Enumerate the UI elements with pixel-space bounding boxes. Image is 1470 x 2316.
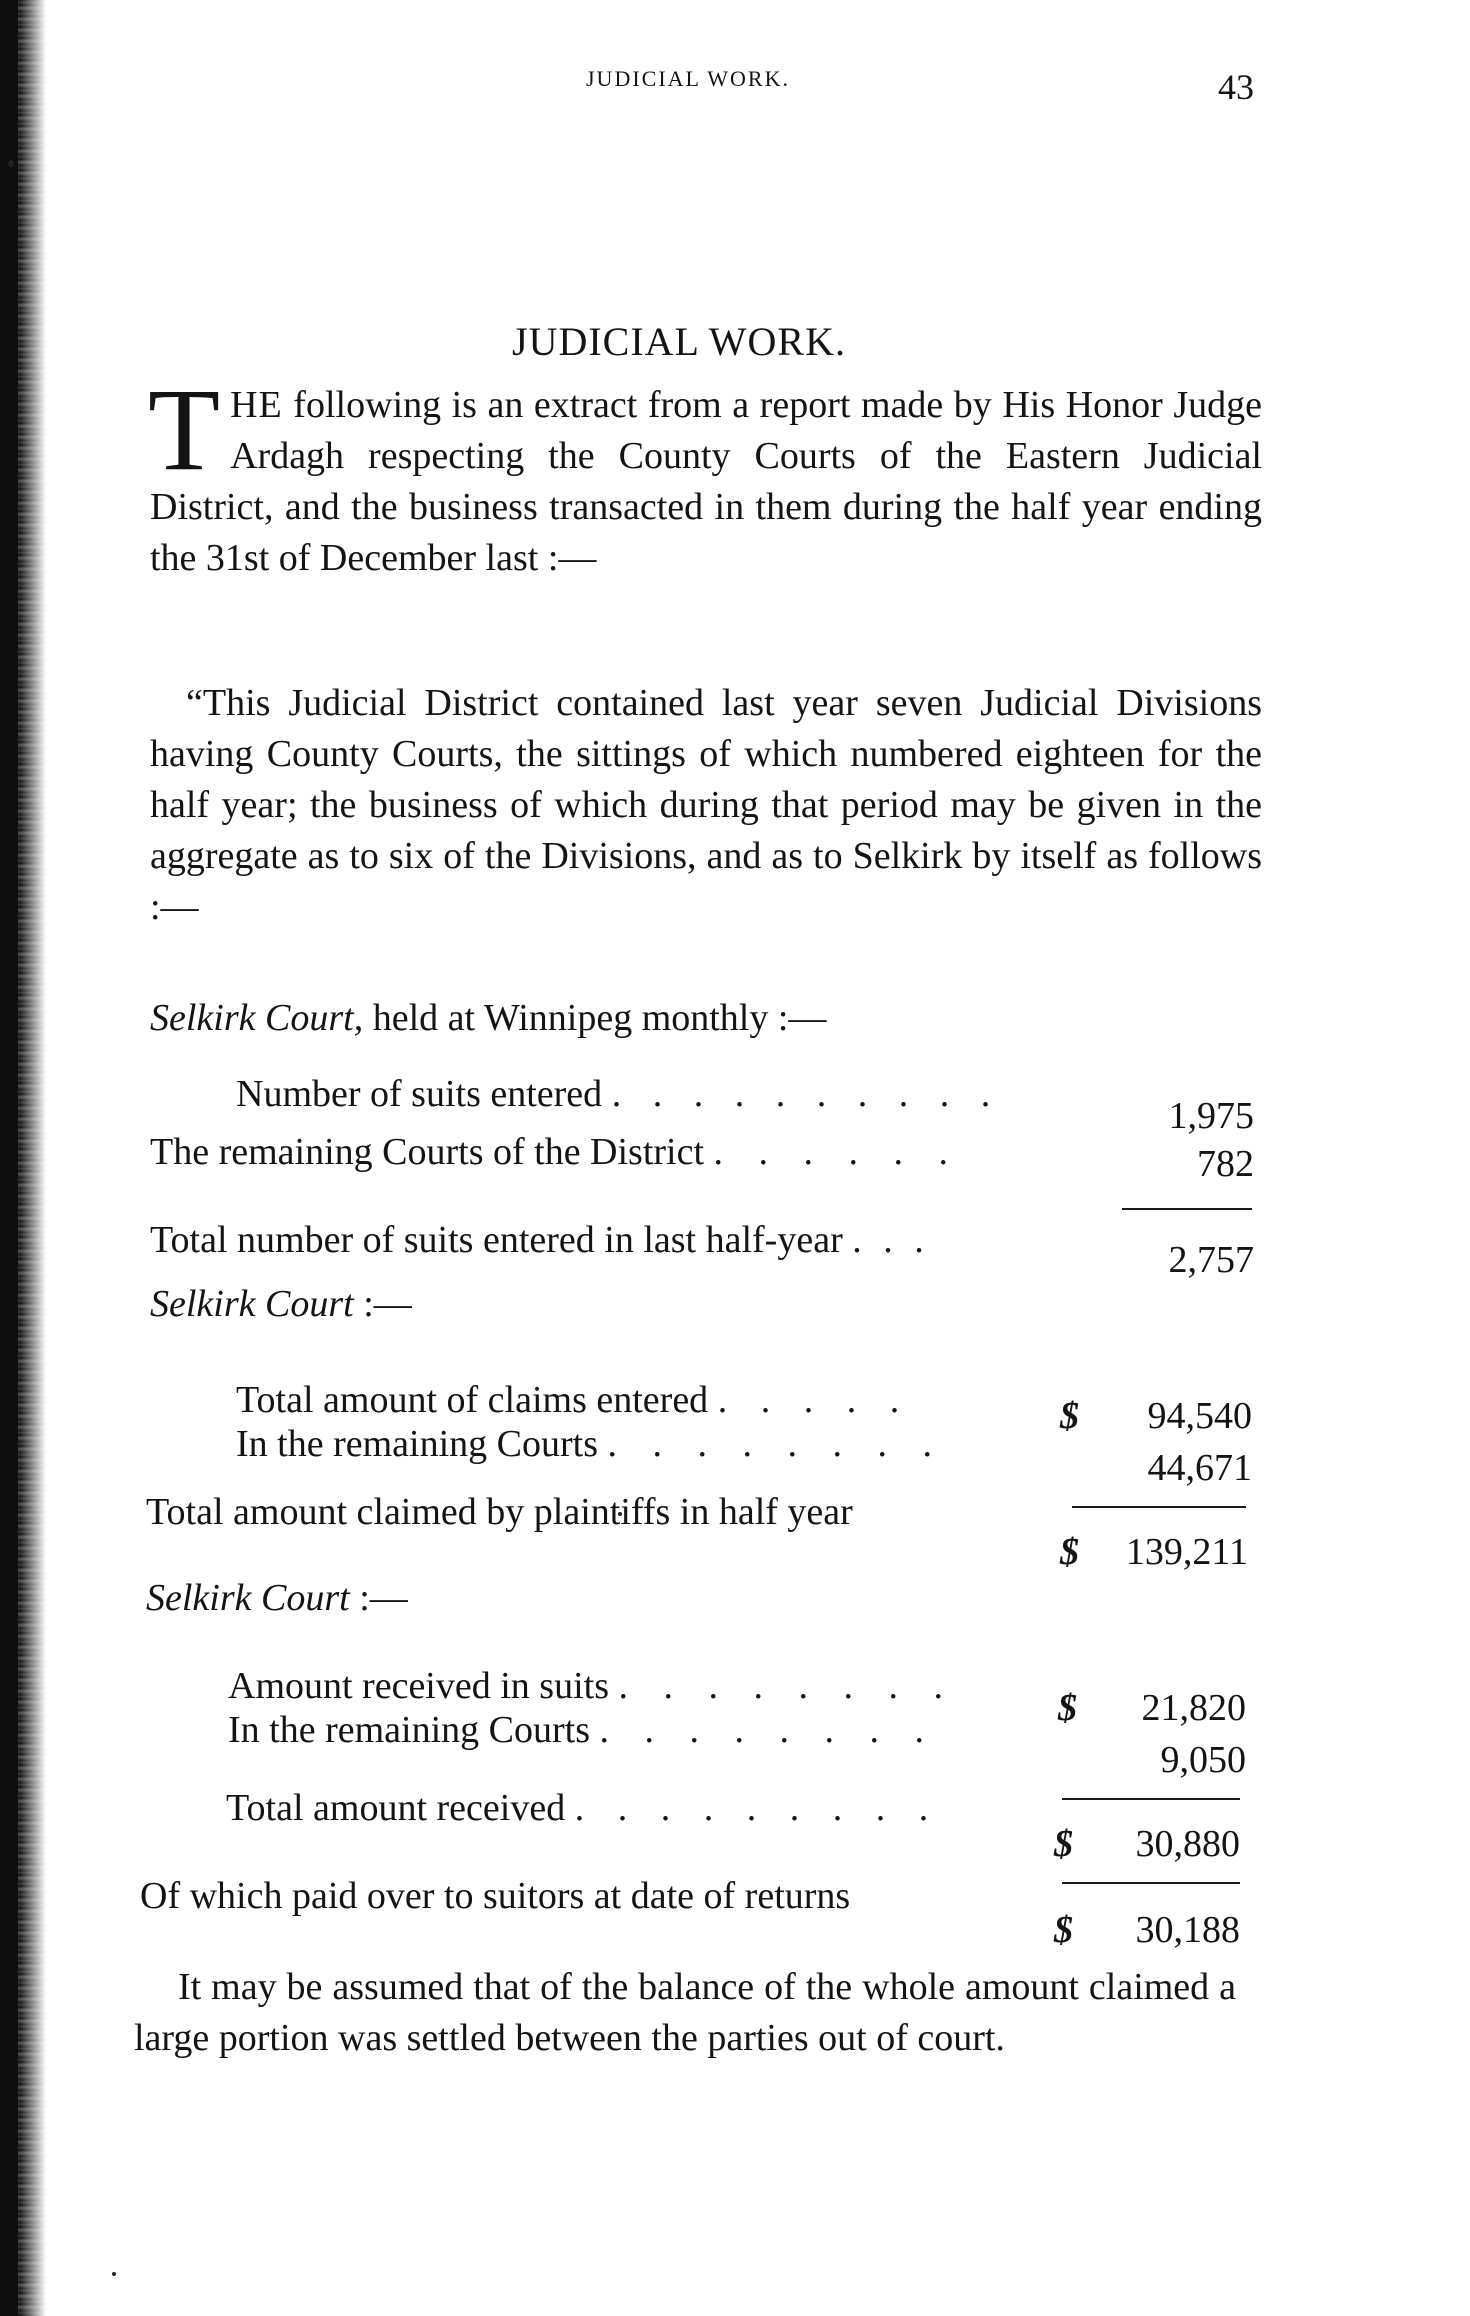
page-speck: [8, 160, 14, 167]
binding-shadow: [0, 0, 18, 2316]
running-head: JUDICIAL WORK.: [586, 66, 790, 91]
suits-entered-value: 1,975: [1168, 1095, 1254, 1137]
selkirk-court-label-3: [146, 1576, 408, 1620]
leader-dots: . . . . . . . . .: [574, 1787, 941, 1829]
amount-received-value: 21,820: [1141, 1687, 1246, 1729]
remaining-courts-suits-value: 782: [1197, 1143, 1254, 1185]
leader-dots: . . . . . . . .: [607, 1423, 945, 1465]
remaining-courts-claims-row: [236, 1422, 945, 1466]
selkirk-court-label-rest: :—: [349, 1577, 408, 1619]
sum-rule: [1062, 1798, 1240, 1800]
remaining-courts-received-value: 9,050: [1160, 1739, 1246, 1781]
currency-sign: $: [1054, 1909, 1073, 1951]
closing-paragraph: It may be assumed that of the balance of the whole amount claimed a large portion was settled between the parties out of court.: [134, 1966, 1236, 2059]
row-label: Total amount of claims entered: [236, 1379, 709, 1421]
paid-to-suitors-value: 30,188: [1135, 1909, 1240, 1951]
claims-entered-row: [236, 1378, 911, 1422]
total-received-value: 30,880: [1135, 1823, 1240, 1865]
paid-to-suitors-row: [140, 1874, 850, 1918]
intro-text: following is an extract from a report made by His Honor Judge Ardagh respecting the County Courts of the Eastern Judicial District, and the business transacted in them during the half year ending the 31st of December last :—: [150, 384, 1262, 579]
row-label: Total amount claimed by plaintiffs in half year: [146, 1491, 853, 1533]
intro-paragraph: [148, 364, 1262, 584]
selkirk-court-label-rest: held at Winnipeg monthly :—: [363, 997, 827, 1039]
sum-rule: [1122, 1208, 1252, 1210]
row-label: Of which paid over to suitors at date of returns: [140, 1875, 851, 1917]
section-title: JUDICIAL WORK.: [512, 319, 846, 364]
drop-cap: T: [148, 364, 221, 495]
selkirk-court-italic: Selkirk Court,: [150, 997, 364, 1039]
row-label: Total amount received: [226, 1787, 566, 1829]
total-suits-value: 2,757: [1168, 1239, 1254, 1281]
selkirk-court-italic: Selkirk Court: [146, 1577, 350, 1619]
selkirk-court-label-2: [150, 1282, 412, 1326]
suits-entered-row: [236, 1072, 1001, 1116]
currency-sign: $: [1060, 1531, 1079, 1573]
currency-sign: $: [1058, 1687, 1077, 1729]
total-received-row: [226, 1786, 940, 1830]
currency-sign: $: [1060, 1395, 1079, 1437]
selkirk-court-label-1: [150, 996, 826, 1040]
page-number: 43: [1218, 67, 1254, 107]
page-speck: [112, 2272, 116, 2276]
remaining-courts-claims-value: 44,671: [1147, 1447, 1252, 1489]
drop-cap-rest: HE: [230, 384, 283, 426]
leader-dots: . . .: [852, 1219, 930, 1261]
leader-dots: . . . . . . . .: [618, 1665, 956, 1707]
currency-sign: $: [1054, 1823, 1073, 1865]
amount-received-row: [228, 1664, 956, 1708]
leader-dots: . . . . . . . .: [599, 1709, 937, 1751]
remaining-courts-received-row: [228, 1708, 937, 1752]
row-label: The remaining Courts of the District: [150, 1131, 705, 1173]
row-label: Total number of suits entered in last half-year: [150, 1219, 843, 1261]
row-label: Number of suits entered: [236, 1073, 603, 1115]
row-label: Amount received in suits: [228, 1665, 609, 1707]
quote-paragraph: “This Judicial District contained last year seven Judicial Divisions having County Courts, the sittings of which numbered eighteen for the half year; the business of which during that period may be given in the aggregate as to six of the Divisions, and as to Selkirk by itself as follows :—: [150, 682, 1262, 928]
total-claimed-value: 139,211: [1125, 1531, 1248, 1573]
remaining-courts-suits-row: [150, 1130, 961, 1174]
selkirk-court-italic: Selkirk Court: [150, 1283, 354, 1325]
sum-rule: [1062, 1882, 1240, 1884]
leader-dots: . . . . . . . . . .: [611, 1073, 1002, 1115]
selkirk-court-label-rest: :—: [353, 1283, 412, 1325]
leader-dots: . . . . . .: [713, 1131, 962, 1173]
total-claimed-row: [146, 1490, 853, 1534]
row-label: In the remaining Courts: [228, 1709, 590, 1751]
leader-dots: . . . . .: [717, 1379, 912, 1421]
row-label: In the remaining Courts: [236, 1423, 598, 1465]
total-suits-row: [150, 1218, 930, 1262]
claims-entered-value: 94,540: [1147, 1395, 1252, 1437]
sum-rule: [1072, 1506, 1246, 1508]
